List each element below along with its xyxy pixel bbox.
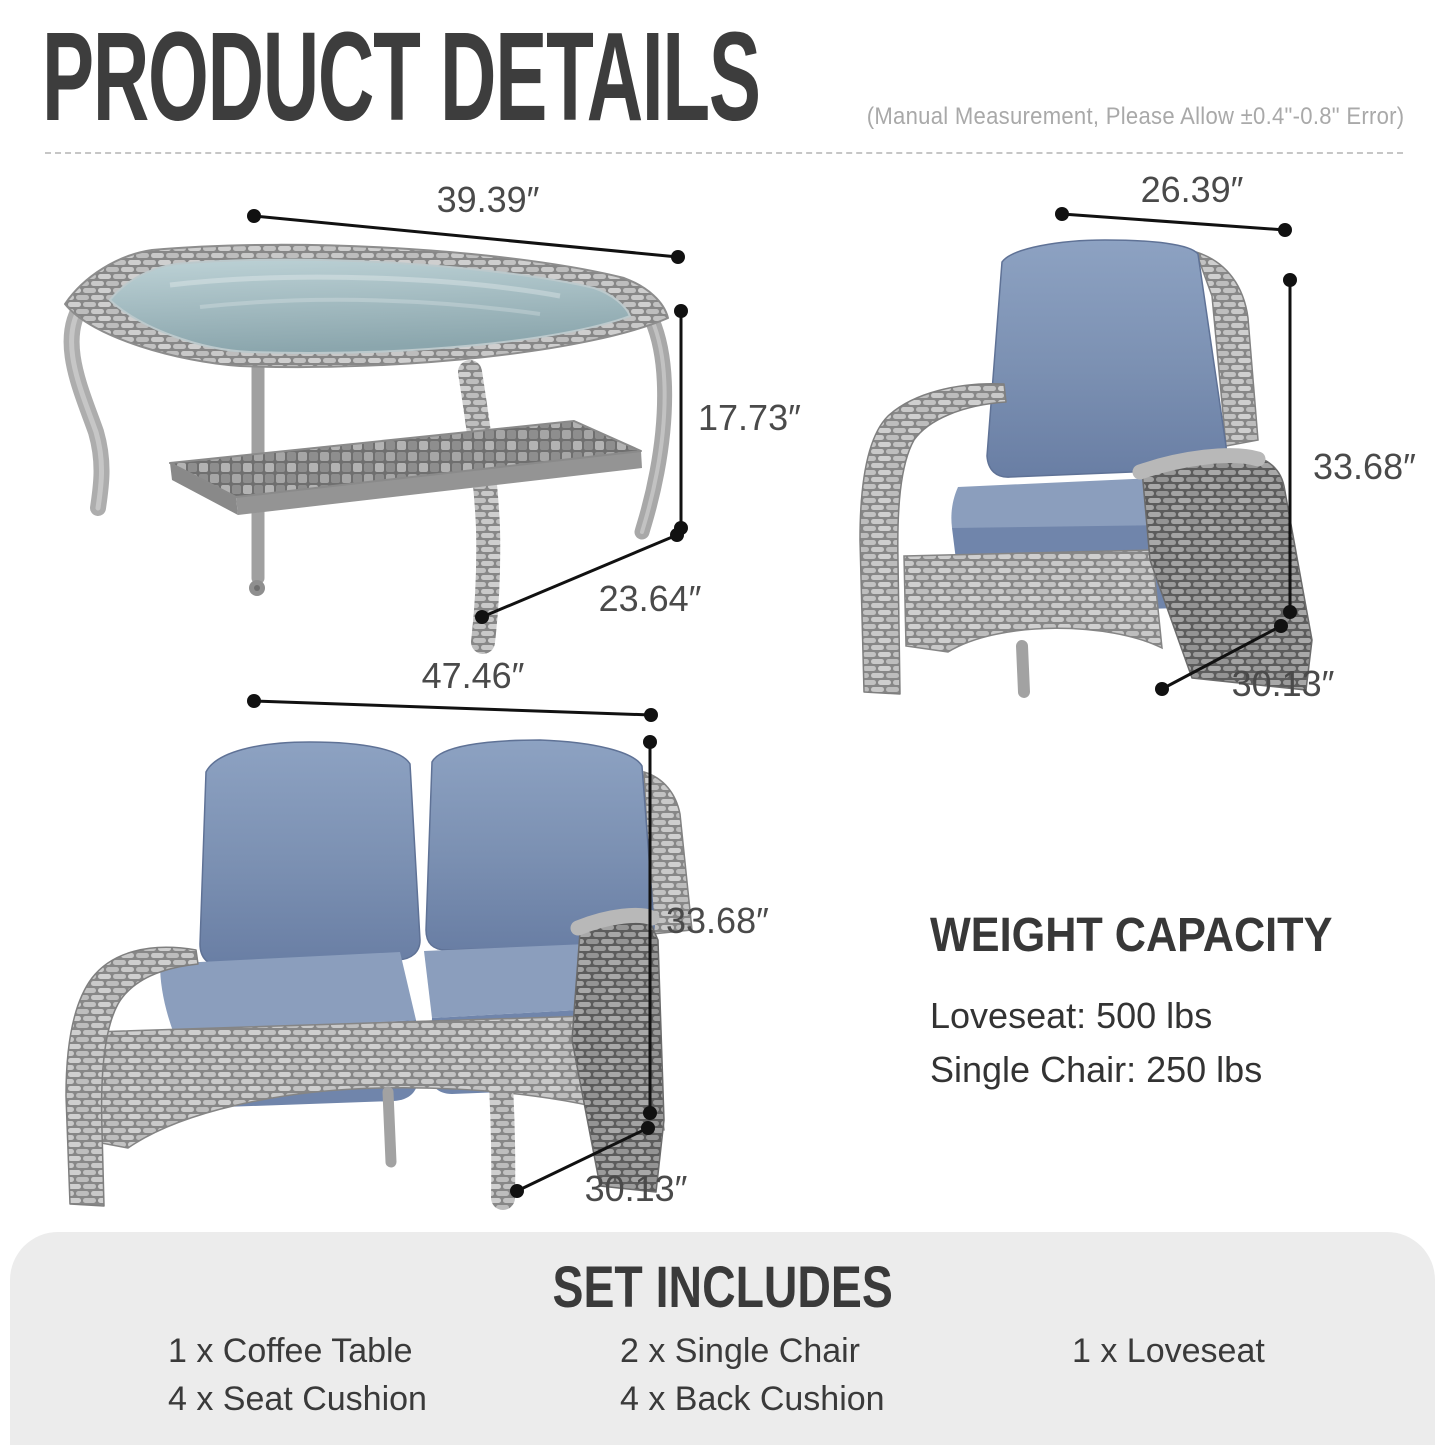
weight-capacity-loveseat: Loveseat: 500 lbs (930, 995, 1213, 1036)
set-includes-item-coffee-table: 1 x Coffee Table (168, 1332, 413, 1370)
loveseat-height-label: 33.68″ (666, 900, 769, 941)
loveseat-depth-label: 30.13″ (584, 1168, 688, 1209)
coffee-table-depth-label: 23.64″ (598, 578, 702, 619)
set-includes-item-single-chair: 2 x Single Chair (620, 1332, 861, 1370)
loveseat-width-label: 47.46″ (421, 655, 525, 696)
measurement-note: (Manual Measurement, Please Allow ±0.4"-0.8" Error) (866, 103, 1404, 130)
weight-capacity-single-chair: Single Chair: 250 lbs (930, 1049, 1263, 1090)
weight-capacity-section (930, 908, 1377, 1097)
set-includes-item-back-cushion: 4 x Back Cushion (620, 1380, 885, 1418)
single-chair-height-label: 33.68″ (1313, 446, 1416, 487)
coffee-table-width-label: 39.39″ (436, 179, 540, 220)
set-includes-item-seat-cushion: 4 x Seat Cushion (168, 1380, 427, 1418)
single-chair-width-label: 26.39″ (1140, 169, 1244, 210)
set-includes-item-loveseat: 1 x Loveseat (1072, 1332, 1265, 1370)
single-chair-depth-label: 30.13″ (1231, 663, 1335, 704)
loveseat-illustration (66, 740, 692, 1206)
coffee-table-height-label: 17.73″ (698, 397, 801, 438)
set-includes-panel (10, 1232, 1435, 1445)
weight-capacity-heading: WEIGHT CAPACITY (930, 909, 1333, 962)
coffee-table-illustration (65, 245, 668, 642)
page-title: PRODUCT DETAILS (42, 6, 760, 147)
set-includes-heading: SET INCLUDES (552, 1255, 893, 1320)
single-chair-illustration (860, 240, 1312, 694)
